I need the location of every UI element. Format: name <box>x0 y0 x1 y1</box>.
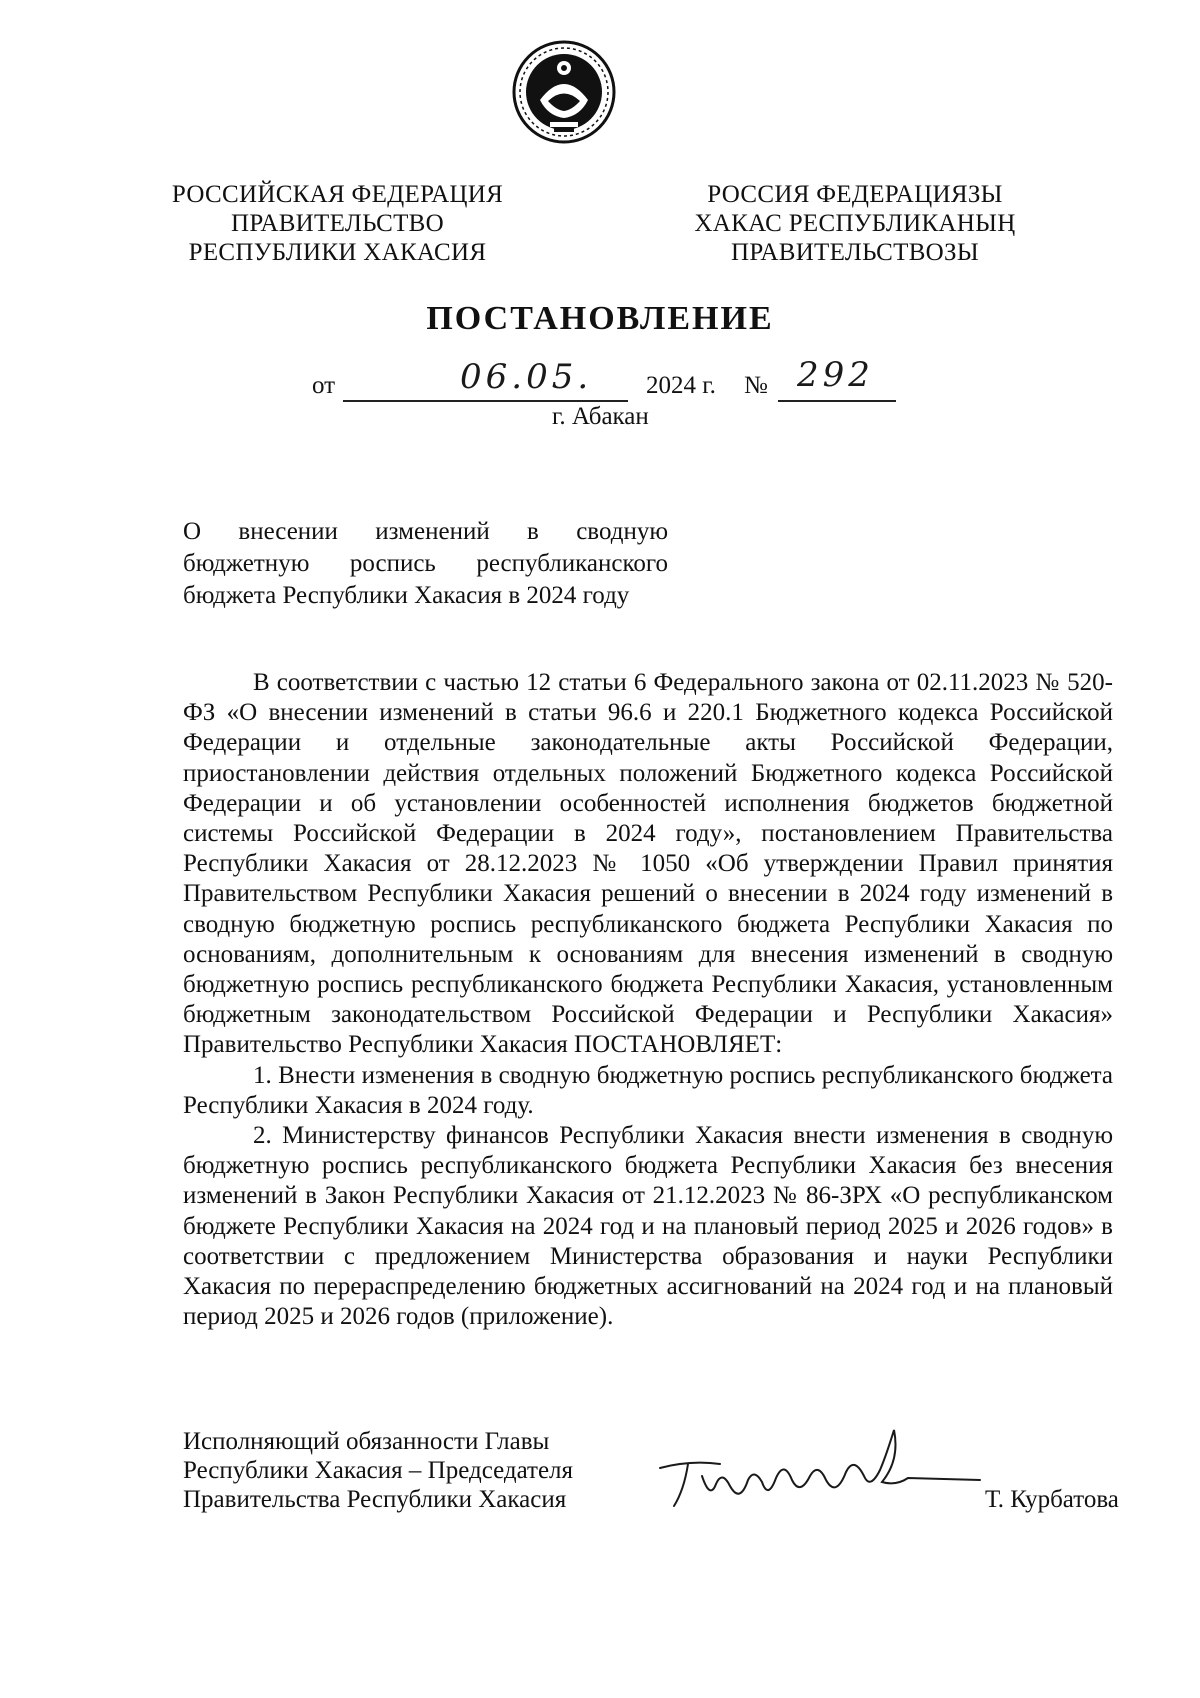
signatory-position-line: Исполняющий обязанности Главы <box>183 1428 550 1455</box>
header-left-line: ПРАВИТЕЛЬСТВО <box>230 210 445 237</box>
number-prefix: № <box>744 372 768 399</box>
signatory-position <box>183 1427 573 1514</box>
header-right-line: ХАКАС РЕСПУБЛИКАНЫҢ <box>694 210 1016 237</box>
header-right-line: РОССИЯ ФЕДЕРАЦИЯЗЫ <box>707 181 1003 208</box>
body-item-2: 2. Министерству финансов Республики Хакасия внести изменения в сводную бюджетную роспись республиканского бюджета Республики Хакасия без внесения изменений в Закон Республики Хакасия от 21.12.2023 № 86-ЗРХ «О республиканском бюджете Республики Хакасия на 2024 год и на плановый период 2025 и 2026 годов» в соответствии с предложением Министерства образования и науки Республики Хакасия по перераспределению бюджетных ассигнований на 2024 год и на плановый период 2025 и 2026 годов (приложение). <box>183 1122 1113 1331</box>
handwritten-date: 06.05. <box>460 357 593 397</box>
signatory-position-line: Правительства Республики Хакасия <box>183 1486 567 1513</box>
body-preamble: В соответствии с частью 12 статьи 6 Федерального закона от 02.11.2023 № 520-ФЗ «О внесении изменений в статьи 96.6 и 220.1 Бюджетного кодекса Российской Федерации и отдельные законодательные акты Российской Федерации, приостановлении действия отдельных положений Бюджетного кодекса Российской Федерации и об установлении особенностей исполнения бюджетов бюджетной системы Российской Федерации в 2024 году», постановлением Правительства Республики Хакасия от 28.12.2023 № 1050 «Об утверждении Правил принятия Правительством Республики Хакасия решений о внесении в 2024 году изменений в сводную бюджетную роспись республиканского бюджета Республики Хакасия по основаниям, дополнительным к основаниям для внесения изменений в сводную бюджетную роспись республиканского бюджета Республики Хакасия, установленным бюджетным законодательством Российской Федерации и Республики Хакасия» Правительство Республики Хакасия ПОСТАНОВЛЯЕТ: <box>183 669 1113 1059</box>
document-year: 2024 г. <box>646 372 716 399</box>
signatory-position-line: Республики Хакасия – Председателя <box>183 1457 574 1484</box>
number-underline <box>778 400 896 402</box>
document-city: г. Абакан <box>552 403 649 430</box>
signatory-name: Т. Курбатова <box>985 1486 1119 1513</box>
handwritten-number: 292 <box>797 355 874 395</box>
date-prefix: от <box>312 372 336 399</box>
handwritten-signature <box>650 1420 985 1520</box>
body-item-1: 1. Внести изменения в сводную бюджетную роспись республиканского бюджета Республики Хакасия в 2024 году. <box>183 1061 1113 1119</box>
header-right-block <box>655 180 1055 267</box>
header-left-line: РЕСПУБЛИКИ ХАКАСИЯ <box>188 239 487 266</box>
header-left-line: РОССИЙСКАЯ ФЕДЕРАЦИЯ <box>171 181 504 208</box>
header-right-line: ПРАВИТЕЛЬСТВОЗЫ <box>731 239 979 266</box>
document-body <box>183 668 1113 1332</box>
header-left-block <box>170 180 505 267</box>
coat-of-arms-emblem <box>510 38 618 146</box>
document-type-title: ПОСТАНОВЛЕНИЕ <box>426 300 774 337</box>
date-underline <box>343 400 628 402</box>
document-subject: О внесении изменений в сводную бюджетную роспись республиканского бюджета Республики Хакасия в 2024 году <box>183 518 668 609</box>
